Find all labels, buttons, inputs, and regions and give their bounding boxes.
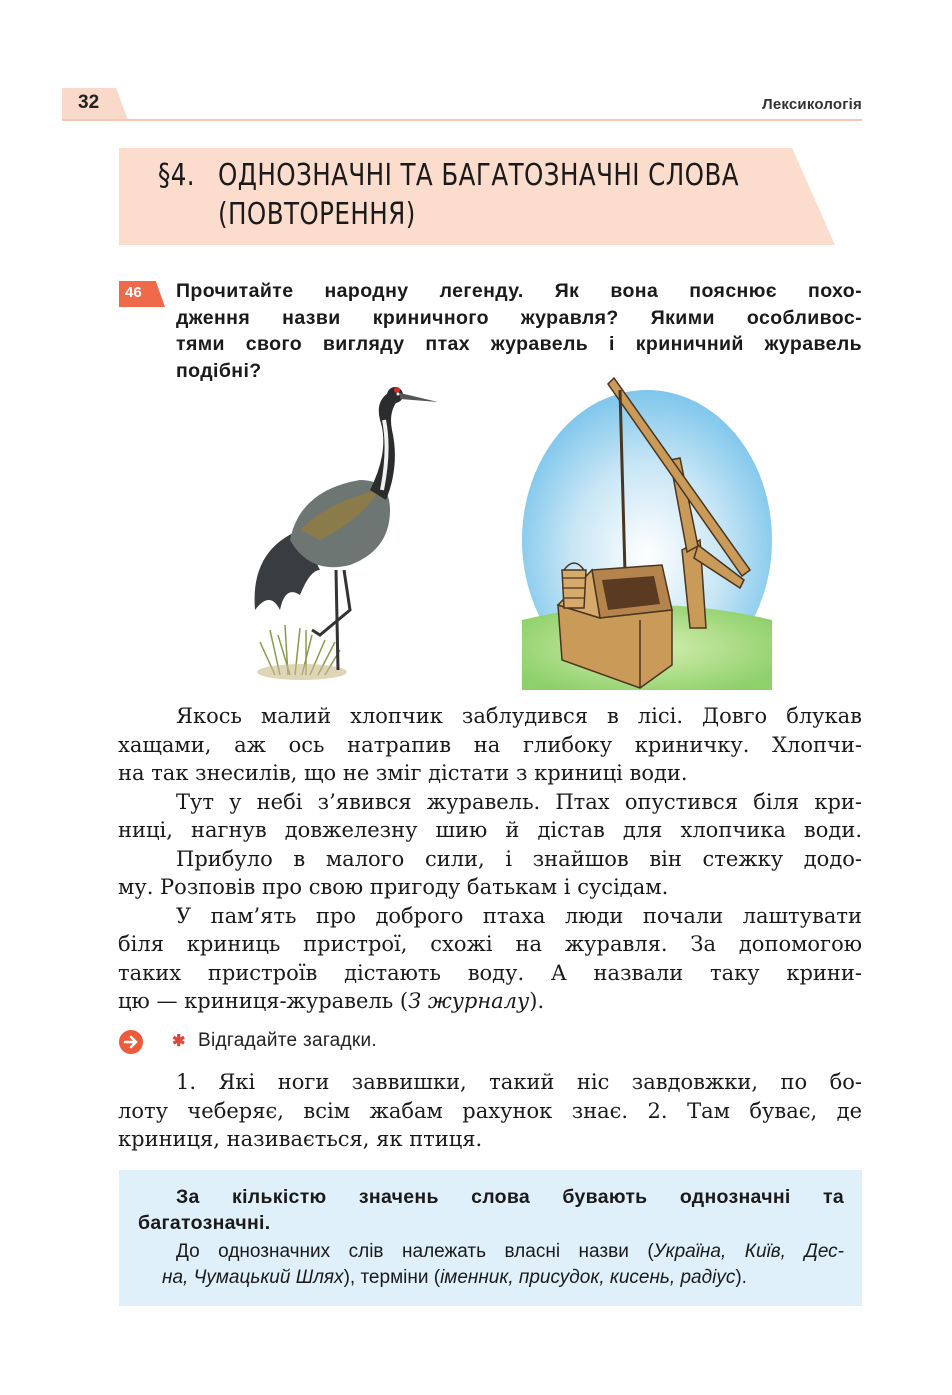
- riddles-text: [118, 1068, 862, 1154]
- rule-text: [138, 1239, 844, 1290]
- rule-text-span: ), терміни (: [343, 1266, 441, 1288]
- exercise-task: [176, 278, 862, 384]
- rule-example-terms: іменник, присудок, кисень, радіус: [440, 1266, 736, 1288]
- legend-line: таких пристроїв дістають воду. А назвали таку крини-: [118, 960, 862, 985]
- page-title-line1: ОДНОЗНАЧНІ ТА БАГАТОЗНАЧНІ СЛОВА: [218, 158, 739, 193]
- riddle-line: лоту чеберяє, всім жабам рахунок знає. 2. Там буває, де: [118, 1098, 862, 1123]
- rule-heading-line: За кількістю значень слова бувають однозначні та: [176, 1186, 844, 1208]
- rule-example-proper-names: на, Чумацький Шлях: [162, 1266, 344, 1288]
- legend-source: З журналу: [408, 989, 530, 1013]
- legend-line: му. Розповів про свою пригоду батькам і сусідам.: [118, 875, 669, 899]
- arrow-right-icon: [119, 1030, 143, 1054]
- task-line: подібні?: [176, 359, 262, 382]
- rule-text-span: До однозначних слів належать власні назви (: [176, 1241, 654, 1262]
- rule-example-proper-names: Україна, Київ, Дес-: [653, 1241, 845, 1262]
- legend-last-line: [118, 987, 862, 1016]
- rule-text-line: [138, 1239, 844, 1265]
- legend-line: ниці, нагнув довжелезну шию й дістав для хлопчика води.: [118, 818, 862, 842]
- well-sweep-illustration: [522, 370, 772, 690]
- rule-heading-line: багатозначні.: [138, 1212, 271, 1234]
- legend-line: Тут у небі з’явився журавель. Птах опустився біля кри-: [176, 789, 862, 814]
- riddle-prompt: Відгадайте загадки.: [198, 1030, 378, 1051]
- asterisk-icon: ✱: [172, 1033, 186, 1050]
- rule-text-span: ).: [735, 1266, 747, 1288]
- riddle-line: криниця, називається, як птиця.: [118, 1127, 483, 1151]
- rule-text-line: [138, 1265, 844, 1291]
- section-title: Лексикологія: [762, 96, 862, 113]
- legend-line: цю — криниця-журавель (: [118, 989, 409, 1013]
- task-line: Прочитайте народну легенду. Як вона пояснює похо-: [176, 280, 862, 302]
- legend-line: Якось малий хлопчик заблудився в лісі. Довго блукав: [176, 704, 862, 728]
- page-title-line2: (ПОВТОРЕННЯ): [218, 197, 416, 232]
- riddle-line: 1. Які ноги заввишки, такий ніс завдовжки, по бо-: [176, 1070, 862, 1094]
- task-line: тями свого вигляду птах журавель і криничний журавель: [176, 333, 862, 355]
- legend-line: біля криниць пристрої, схожі на журавля. За допомогою: [118, 932, 862, 956]
- legend-line: У пам’ять про доброго птаха люди почали лаштувати: [176, 903, 862, 928]
- task-line: дження назви криничного журавля? Якими особливос-: [176, 306, 862, 329]
- page-number: 32: [78, 92, 100, 113]
- crane-illustration: [240, 380, 440, 680]
- legend-line: Прибуло в малого сили, і знайшов він стежку додо-: [176, 846, 862, 871]
- header-divider: [62, 119, 862, 121]
- exercise-number: 46: [125, 284, 142, 301]
- legend-line: хащами, аж ось натрапив на глибоку криничку. Хлопчи-: [118, 732, 862, 757]
- paragraph-number: §4.: [158, 158, 196, 193]
- legend-line: на так знесилів, що не зміг дістати з криниці води.: [118, 761, 688, 785]
- legend-text: [118, 702, 862, 1016]
- rule-heading: [138, 1184, 844, 1236]
- legend-end: ).: [529, 989, 545, 1013]
